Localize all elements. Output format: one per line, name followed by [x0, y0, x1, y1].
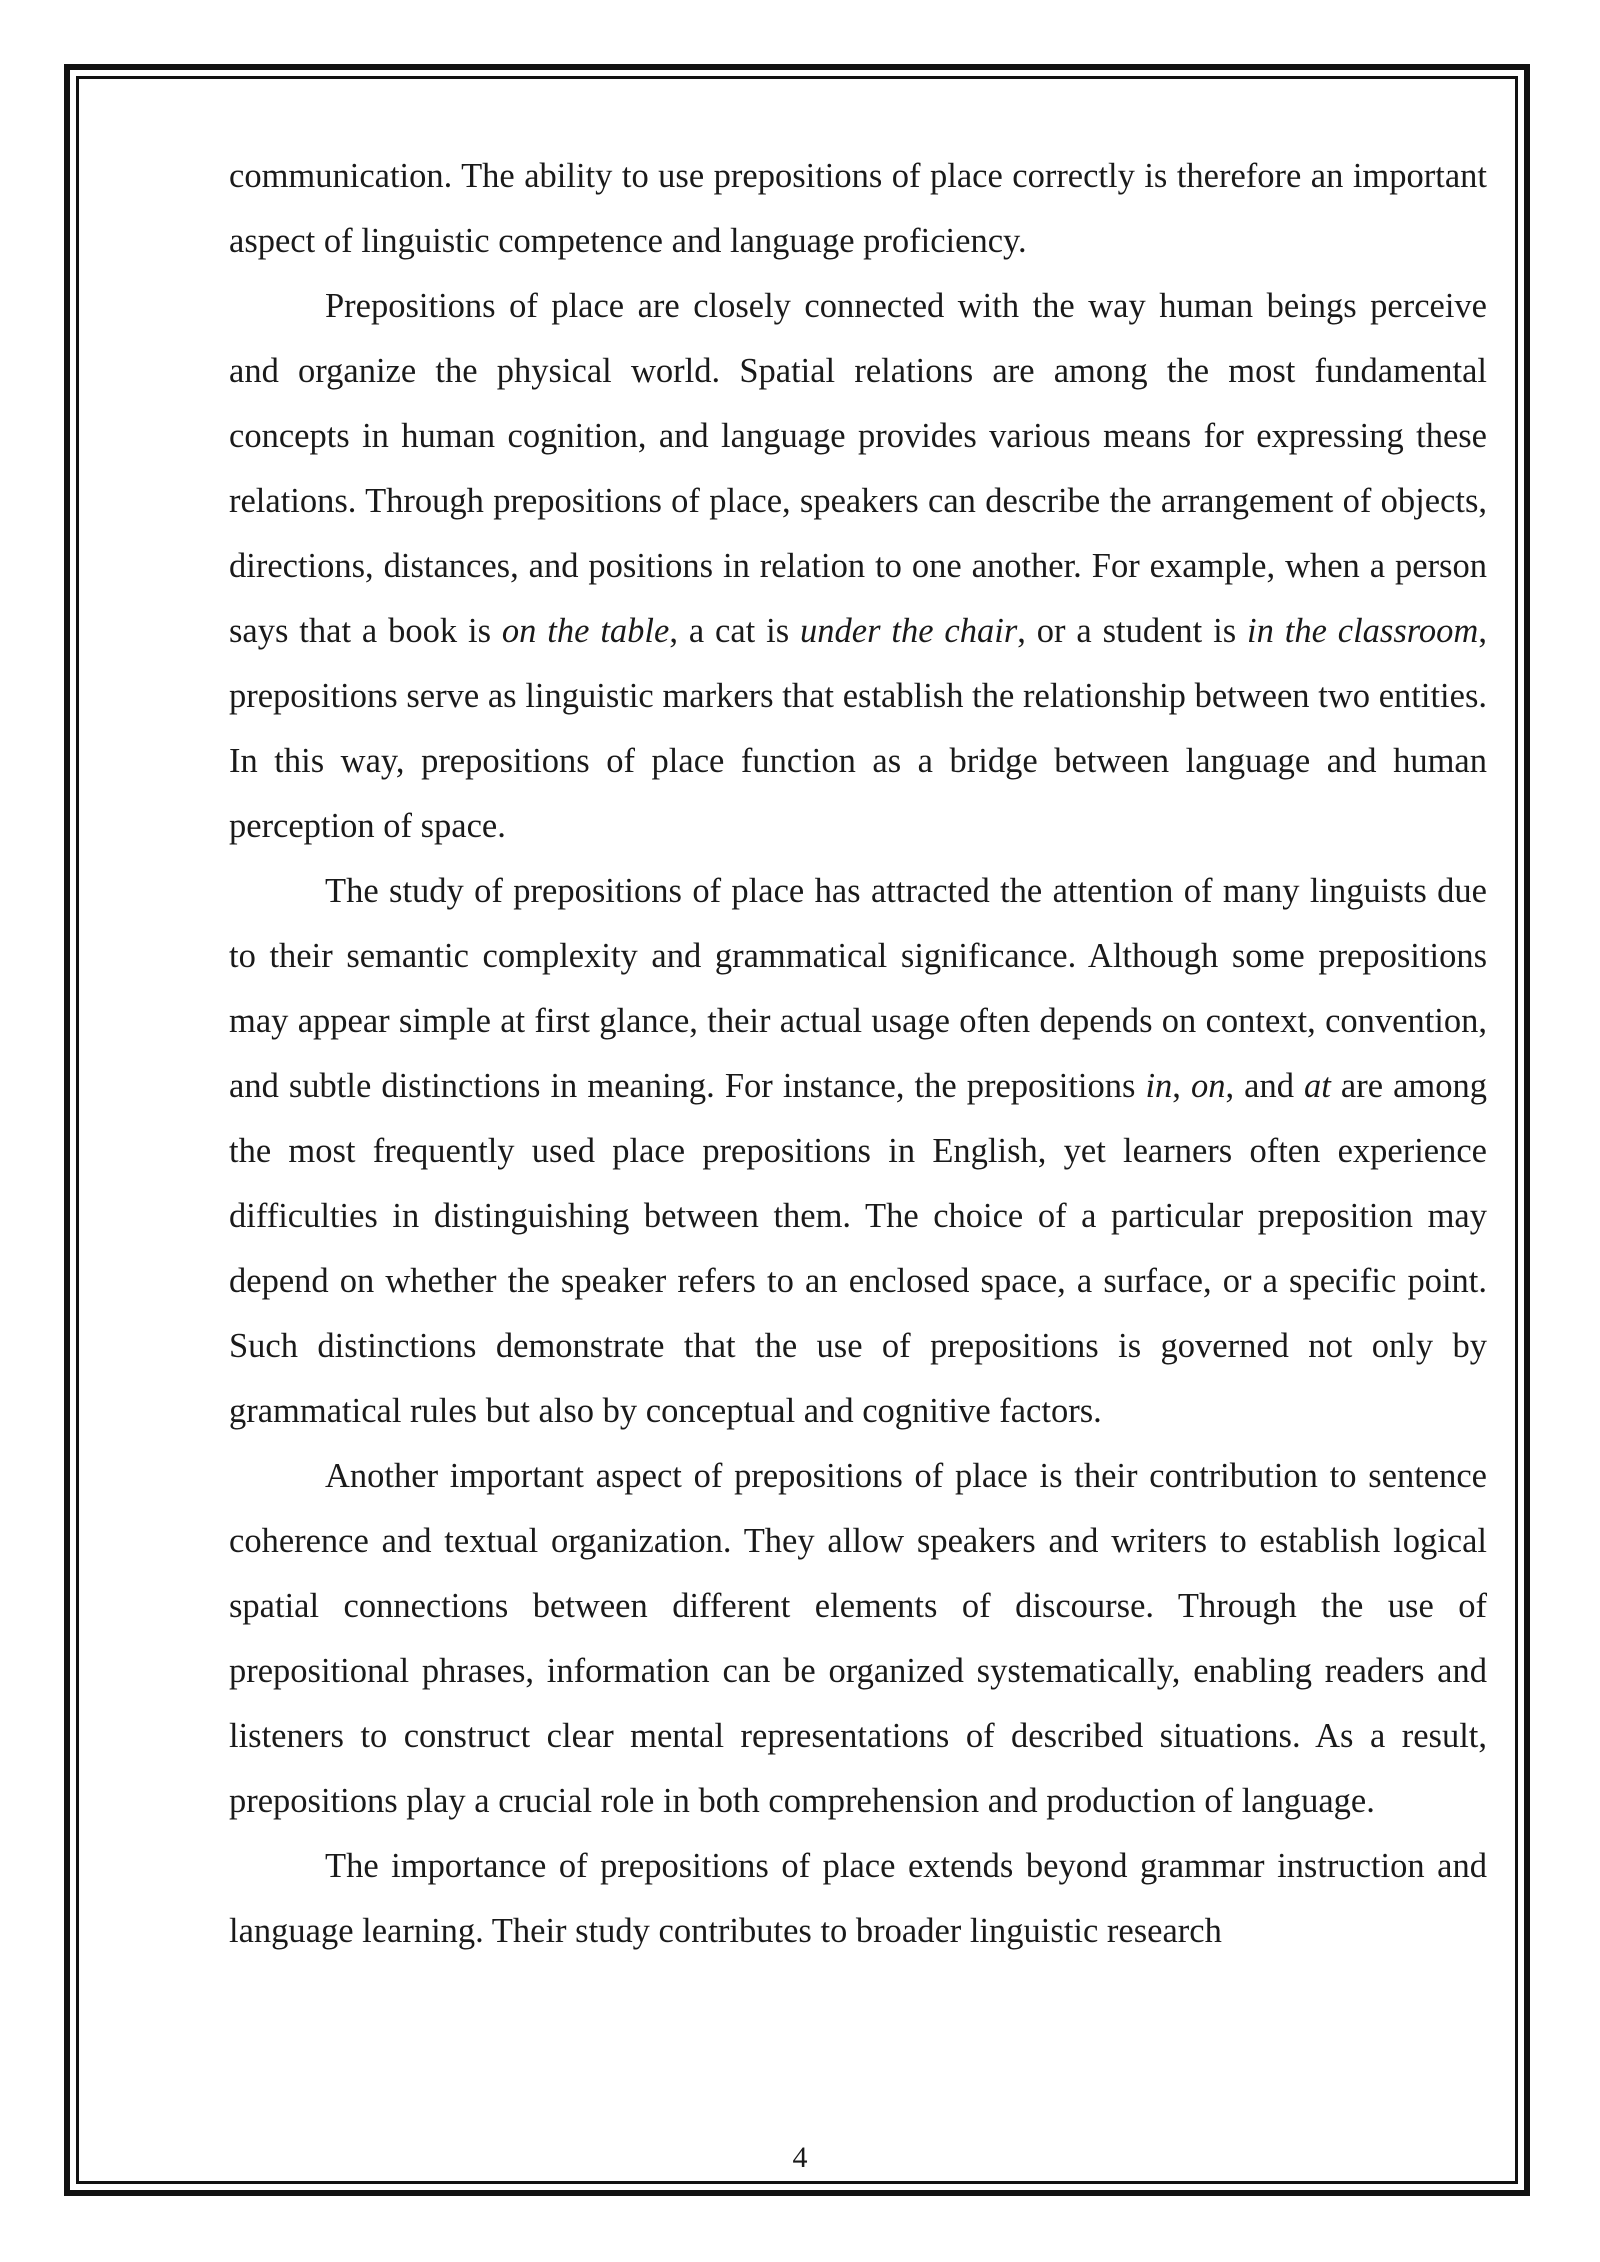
italic-text: under the chair	[800, 612, 1018, 650]
italic-text: at	[1304, 1067, 1331, 1105]
paragraph-text: , prepositions serve as linguistic markers that establish the relationship between two entities. In this way, prepositions of place function as a bridge between language and human perception of space.	[229, 612, 1487, 845]
italic-text: in	[1145, 1067, 1173, 1105]
paragraph-text: Another important aspect of prepositions of place is their contribution to sentence coherence and textual organization. They allow speakers and writers to establish logical spatial connections between different elements of discourse. Through the use of prepositional phrases, information can be organized systematically, enabling readers and listeners to construct clear mental representations of described situations. As a result, prepositions play a crucial role in both comprehension and production of language.	[229, 1457, 1487, 1820]
italic-text: on the table	[501, 612, 670, 650]
paragraph-text: communication. The ability to use prepositions of place correctly is therefore an important aspect of linguistic competence and language proficiency.	[229, 157, 1487, 260]
paragraph-text: , and	[1225, 1067, 1305, 1105]
paragraph-text: , a cat is	[669, 612, 801, 650]
italic-text: in the classroom	[1247, 612, 1479, 650]
paragraph-text: ,	[1172, 1067, 1191, 1105]
page-number: 4	[792, 2141, 808, 2174]
document-body	[229, 144, 1487, 1964]
paragraph	[229, 144, 1487, 274]
paragraph-text: The importance of prepositions of place extends beyond grammar instruction and language learning. Their study contributes to broader linguistic research	[229, 1847, 1487, 1950]
paragraph-text: , or a student is	[1017, 612, 1248, 650]
paragraph-text: are among the most frequently used place prepositions in English, yet learners often experience difficulties in distinguishing between them. The choice of a particular preposition may depend on whether the speaker refers to an enclosed space, a surface, or a specific point. Such distinctions demonstrate that the use of prepositions is governed not only by grammatical rules but also by conceptual and cognitive factors.	[229, 1067, 1487, 1430]
paragraph	[229, 1444, 1487, 1834]
paragraph	[229, 859, 1487, 1444]
italic-text: on	[1190, 1067, 1226, 1105]
paragraph	[229, 274, 1487, 859]
paragraph-text: The study of prepositions of place has attracted the attention of many linguists due to their semantic complexity and grammatical significance. Although some prepositions may appear simple at first glance, their actual usage often depends on context, convention, and subtle distinctions in meaning. For instance, the prepositions	[229, 872, 1487, 1105]
paragraph-text: Prepositions of place are closely connected with the way human beings perceive and organize the physical world. Spatial relations are among the most fundamental concepts in human cognition, and language provides various means for expressing these relations. Through prepositions of place, speakers can describe the arrangement of objects, directions, distances, and positions in relation to one another. For example, when a person says that a book is	[229, 287, 1487, 650]
paragraph	[229, 1834, 1487, 1964]
